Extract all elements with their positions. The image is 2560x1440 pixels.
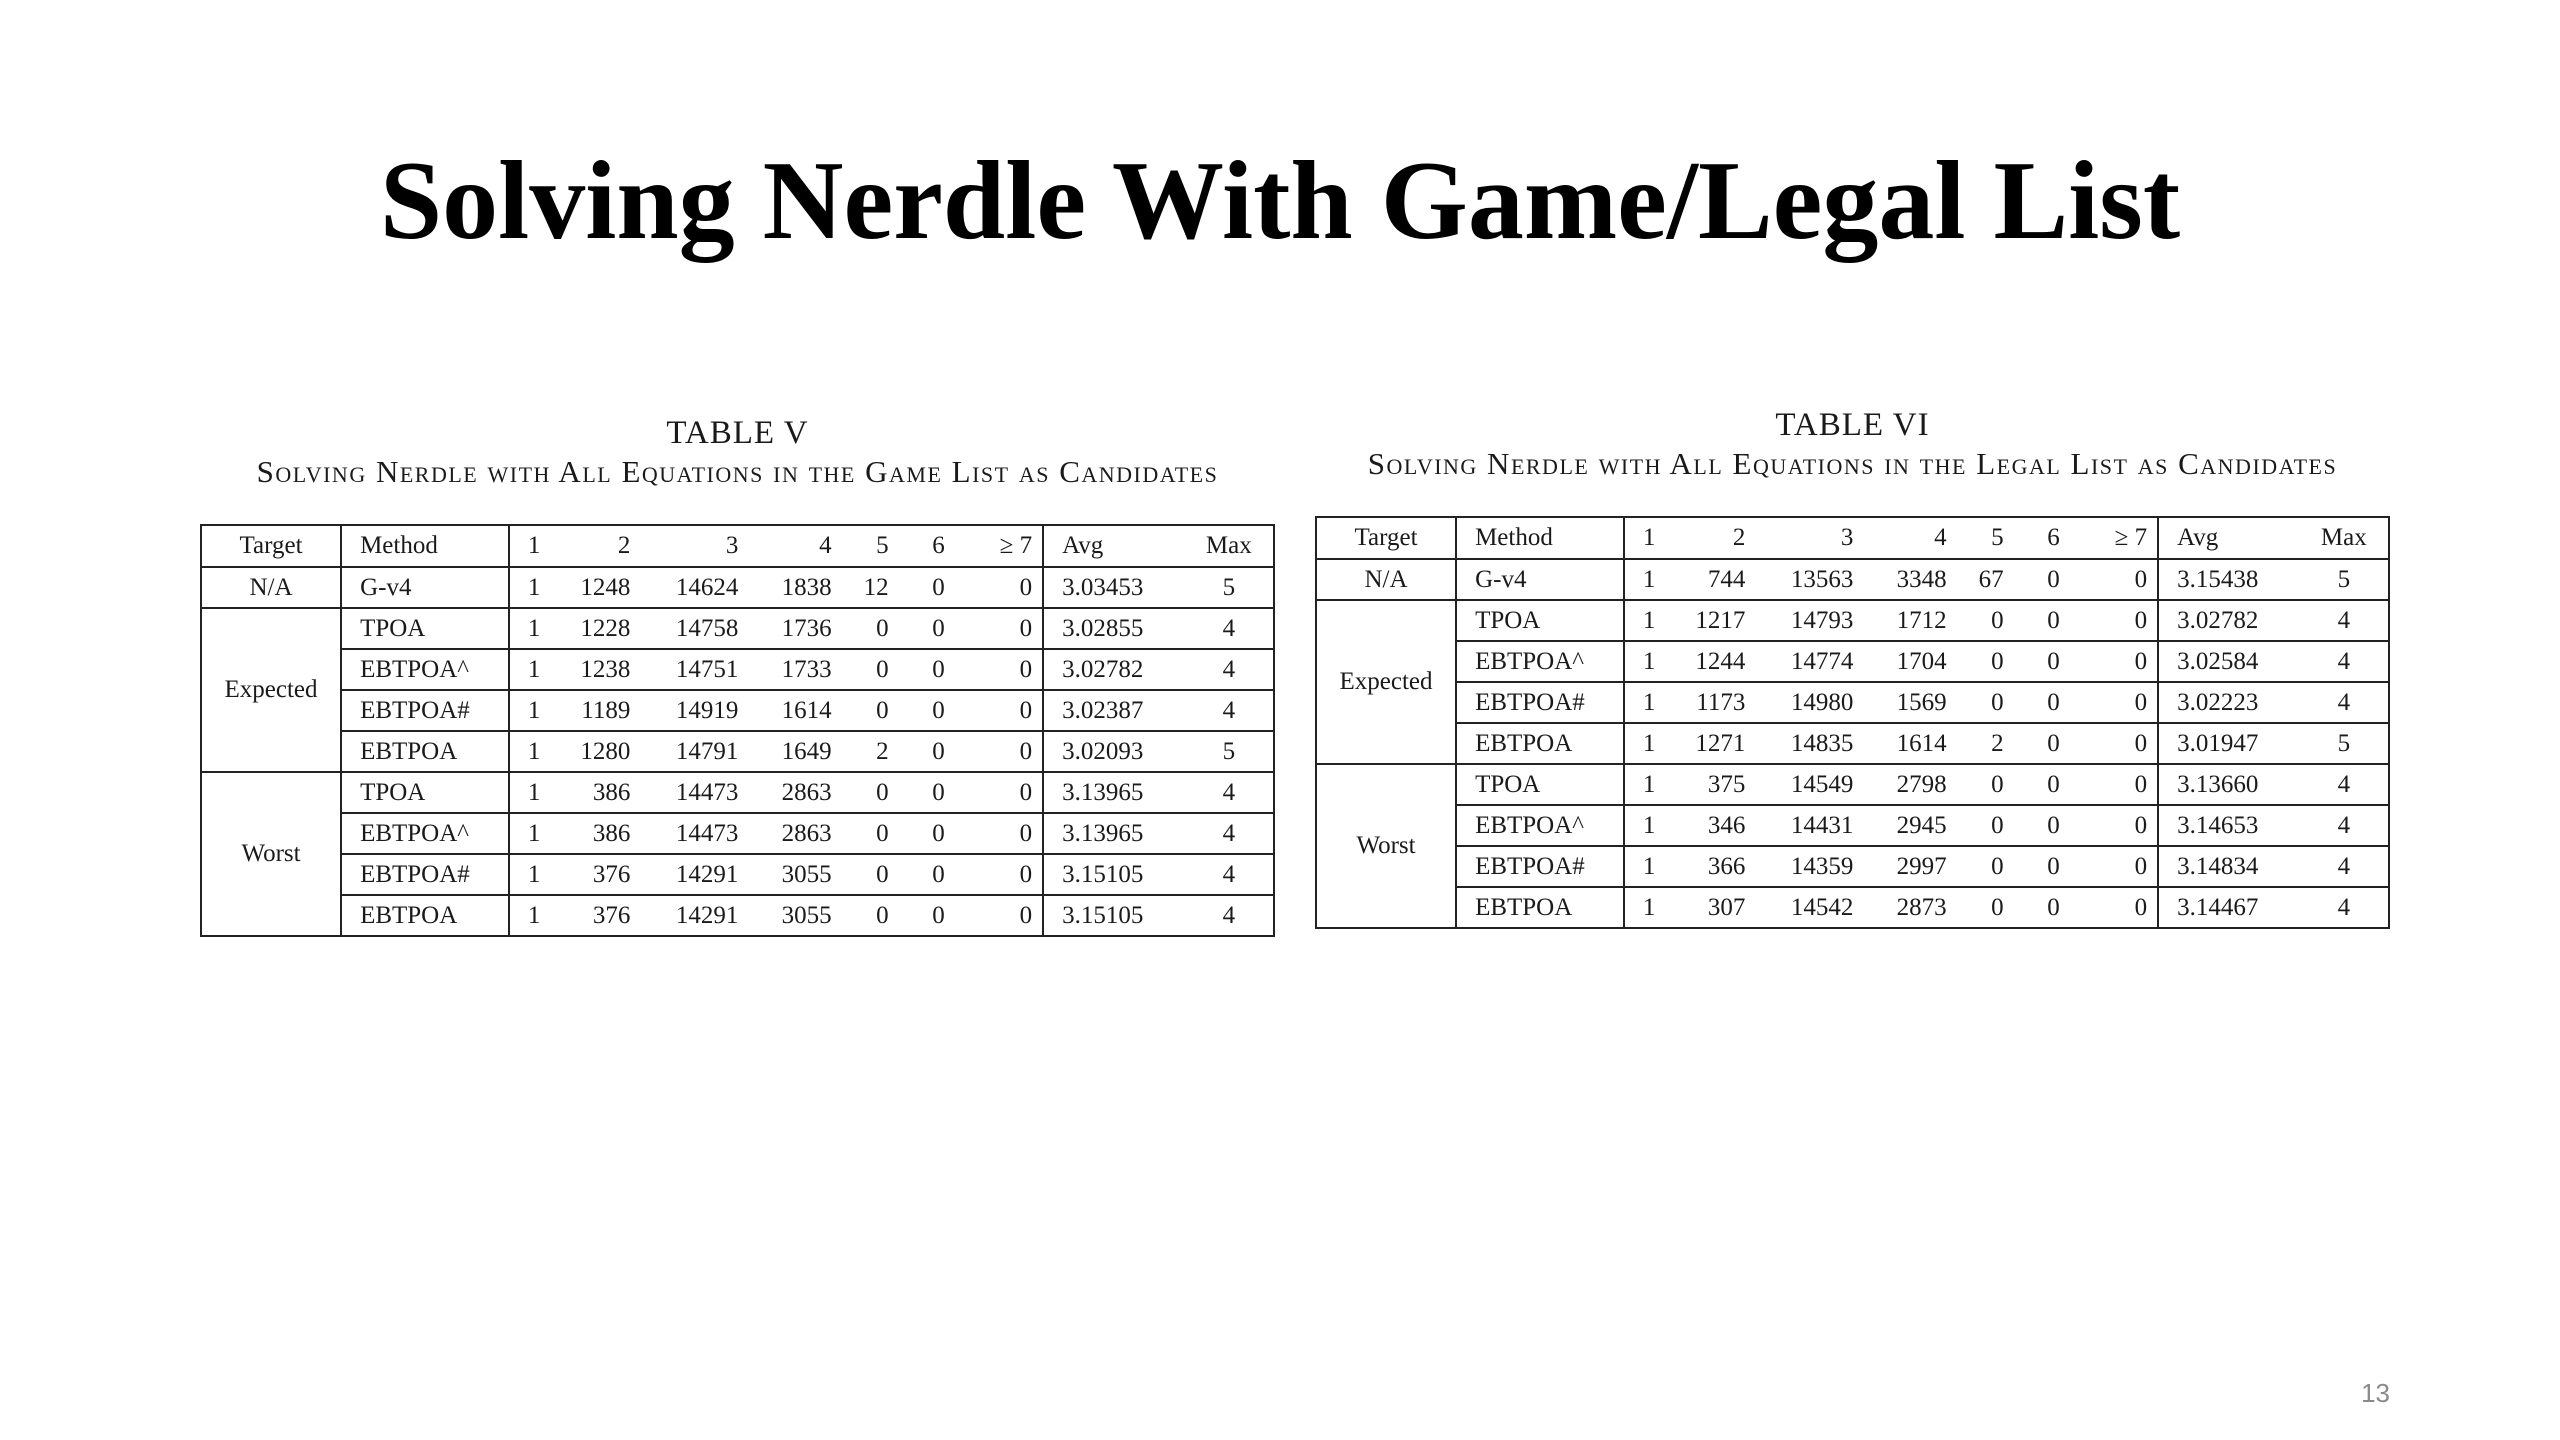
method-cell: EBTPOA (341, 895, 509, 936)
count-cell: 0 (1957, 887, 2014, 928)
count-cell: 1712 (1863, 600, 1956, 641)
target-cell: N/A (1316, 559, 1456, 600)
count-cell: 0 (842, 772, 899, 813)
count-cell: 2798 (1863, 764, 1956, 805)
count-cell: 0 (2070, 723, 2158, 764)
max-cell: 4 (2300, 641, 2389, 682)
max-cell: 4 (2300, 764, 2389, 805)
count-cell: 14291 (640, 854, 748, 895)
max-cell: 4 (1185, 649, 1274, 690)
column-header: 1 (1624, 517, 1676, 559)
table-row (201, 895, 1274, 936)
max-cell: 5 (1185, 567, 1274, 608)
count-cell: 0 (899, 813, 955, 854)
avg-cell: 3.15438 (2158, 559, 2300, 600)
avg-cell: 3.14467 (2158, 887, 2300, 928)
table-caption: Solving Nerdle with All Equations in the Game List as Candidates (256, 454, 1219, 489)
method-cell: TPOA (341, 608, 509, 649)
count-cell: 0 (1957, 682, 2014, 723)
column-header: Avg (1043, 525, 1185, 567)
count-cell: 1238 (561, 649, 640, 690)
count-cell: 0 (2070, 600, 2158, 641)
target-cell: Expected (201, 608, 341, 772)
count-cell: 1271 (1676, 723, 1755, 764)
count-cell: 14791 (640, 731, 748, 772)
count-cell: 0 (899, 649, 955, 690)
count-cell: 14751 (640, 649, 748, 690)
column-header: Avg (2158, 517, 2300, 559)
method-cell: EBTPOA# (1456, 846, 1624, 887)
target-cell: Worst (1316, 764, 1456, 928)
count-cell: 0 (2014, 805, 2070, 846)
table-row (201, 649, 1274, 690)
table-row (1316, 805, 2389, 846)
count-cell: 1248 (561, 567, 640, 608)
count-cell: 0 (955, 854, 1043, 895)
count-cell: 14624 (640, 567, 748, 608)
count-cell: 0 (2014, 723, 2070, 764)
count-cell: 0 (1957, 764, 2014, 805)
column-header: 5 (1957, 517, 2014, 559)
count-cell: 1 (1624, 682, 1676, 723)
max-cell: 4 (2300, 600, 2389, 641)
count-cell: 1733 (748, 649, 841, 690)
count-cell: 1614 (1863, 723, 1956, 764)
method-cell: EBTPOA# (341, 690, 509, 731)
target-cell: N/A (201, 567, 341, 608)
count-cell: 0 (899, 731, 955, 772)
method-cell: TPOA (1456, 600, 1624, 641)
count-cell: 14431 (1755, 805, 1863, 846)
method-cell: EBTPOA (1456, 723, 1624, 764)
method-cell: EBTPOA (341, 731, 509, 772)
count-cell: 1 (509, 731, 561, 772)
method-cell: EBTPOA^ (341, 649, 509, 690)
count-cell: 2997 (1863, 846, 1956, 887)
table-number: TABLE VI (1775, 407, 1930, 443)
count-cell: 0 (899, 608, 955, 649)
count-cell: 1736 (748, 608, 841, 649)
method-cell: EBTPOA# (1456, 682, 1624, 723)
column-header: 2 (1676, 517, 1755, 559)
avg-cell: 3.02855 (1043, 608, 1185, 649)
table-row (1316, 600, 2389, 641)
method-cell: G-v4 (341, 567, 509, 608)
table-row (1316, 682, 2389, 723)
count-cell: 0 (2014, 641, 2070, 682)
count-cell: 375 (1676, 764, 1755, 805)
method-cell: EBTPOA^ (1456, 641, 1624, 682)
count-cell: 346 (1676, 805, 1755, 846)
column-header: 6 (2014, 517, 2070, 559)
results-table-game-list (200, 524, 1275, 937)
table-row (1316, 764, 2389, 805)
max-cell: 4 (2300, 805, 2389, 846)
count-cell: 376 (561, 895, 640, 936)
count-cell: 1244 (1676, 641, 1755, 682)
avg-cell: 3.13965 (1043, 813, 1185, 854)
table-caption: Solving Nerdle with All Equations in the Legal List as Candidates (1367, 446, 2338, 481)
count-cell: 744 (1676, 559, 1755, 600)
max-cell: 4 (2300, 887, 2389, 928)
max-cell: 4 (1185, 854, 1274, 895)
avg-cell: 3.02387 (1043, 690, 1185, 731)
count-cell: 1 (509, 608, 561, 649)
max-cell: 5 (2300, 559, 2389, 600)
count-cell: 0 (2070, 805, 2158, 846)
count-cell: 0 (842, 813, 899, 854)
count-cell: 0 (2014, 559, 2070, 600)
count-cell: 0 (955, 690, 1043, 731)
count-cell: 0 (899, 690, 955, 731)
target-cell: Worst (201, 772, 341, 936)
method-cell: G-v4 (1456, 559, 1624, 600)
count-cell: 1189 (561, 690, 640, 731)
table-vi-block (1315, 405, 2390, 929)
table-row (201, 854, 1274, 895)
count-cell: 1 (509, 772, 561, 813)
table-v-block (200, 413, 1275, 937)
count-cell: 1614 (748, 690, 841, 731)
count-cell: 0 (2070, 641, 2158, 682)
count-cell: 1569 (1863, 682, 1956, 723)
column-header: Max (2300, 517, 2389, 559)
count-cell: 2945 (1863, 805, 1956, 846)
table-number: TABLE V (666, 415, 809, 451)
method-cell: EBTPOA (1456, 887, 1624, 928)
count-cell: 1 (1624, 600, 1676, 641)
count-cell: 14980 (1755, 682, 1863, 723)
count-cell: 1 (1624, 805, 1676, 846)
count-cell: 2863 (748, 813, 841, 854)
count-cell: 0 (2014, 846, 2070, 887)
count-cell: 307 (1676, 887, 1755, 928)
count-cell: 1 (1624, 559, 1676, 600)
avg-cell: 3.14834 (2158, 846, 2300, 887)
count-cell: 14919 (640, 690, 748, 731)
count-cell: 0 (955, 895, 1043, 936)
count-cell: 386 (561, 772, 640, 813)
target-cell: Expected (1316, 600, 1456, 764)
count-cell: 1 (1624, 723, 1676, 764)
column-header: 3 (640, 525, 748, 567)
count-cell: 0 (1957, 641, 2014, 682)
count-cell: 376 (561, 854, 640, 895)
column-header: Target (201, 525, 341, 567)
page-number: 13 (2361, 1378, 2390, 1408)
avg-cell: 3.02093 (1043, 731, 1185, 772)
count-cell: 14542 (1755, 887, 1863, 928)
count-cell: 14774 (1755, 641, 1863, 682)
column-header: ≥ 7 (2070, 517, 2158, 559)
table-row (1316, 559, 2389, 600)
count-cell: 1 (509, 690, 561, 731)
column-header: 2 (561, 525, 640, 567)
table-row (201, 608, 1274, 649)
column-header: 3 (1755, 517, 1863, 559)
count-cell: 14793 (1755, 600, 1863, 641)
avg-cell: 3.13965 (1043, 772, 1185, 813)
slide-title: Solving Nerdle With Game/Legal List (379, 139, 2181, 263)
method-cell: TPOA (1456, 764, 1624, 805)
count-cell: 0 (2014, 600, 2070, 641)
avg-cell: 3.01947 (2158, 723, 2300, 764)
table-row (201, 731, 1274, 772)
avg-cell: 3.03453 (1043, 567, 1185, 608)
count-cell: 2863 (748, 772, 841, 813)
count-cell: 1 (509, 895, 561, 936)
count-cell: 2 (1957, 723, 2014, 764)
max-cell: 4 (2300, 682, 2389, 723)
column-header: Method (1456, 517, 1624, 559)
count-cell: 2 (842, 731, 899, 772)
count-cell: 13563 (1755, 559, 1863, 600)
count-cell: 366 (1676, 846, 1755, 887)
max-cell: 4 (1185, 690, 1274, 731)
table-row (201, 772, 1274, 813)
method-cell: EBTPOA^ (341, 813, 509, 854)
count-cell: 1649 (748, 731, 841, 772)
method-cell: EBTPOA# (341, 854, 509, 895)
column-header: Max (1185, 525, 1274, 567)
count-cell: 1 (509, 854, 561, 895)
max-cell: 4 (2300, 846, 2389, 887)
count-cell: 0 (1957, 805, 2014, 846)
count-cell: 0 (2014, 682, 2070, 723)
count-cell: 0 (1957, 600, 2014, 641)
table-row (1316, 723, 2389, 764)
count-cell: 14758 (640, 608, 748, 649)
count-cell: 0 (2070, 559, 2158, 600)
count-cell: 0 (842, 895, 899, 936)
method-cell: TPOA (341, 772, 509, 813)
count-cell: 0 (2070, 764, 2158, 805)
avg-cell: 3.02782 (2158, 600, 2300, 641)
count-cell: 0 (2070, 846, 2158, 887)
count-cell: 1 (509, 813, 561, 854)
count-cell: 0 (899, 567, 955, 608)
column-header: 5 (842, 525, 899, 567)
count-cell: 386 (561, 813, 640, 854)
table-row (1316, 887, 2389, 928)
count-cell: 1 (509, 649, 561, 690)
avg-cell: 3.02223 (2158, 682, 2300, 723)
count-cell: 1 (509, 567, 561, 608)
count-cell: 1 (1624, 887, 1676, 928)
avg-cell: 3.15105 (1043, 895, 1185, 936)
count-cell: 2873 (1863, 887, 1956, 928)
count-cell: 14359 (1755, 846, 1863, 887)
count-cell: 0 (842, 649, 899, 690)
count-cell: 1 (1624, 641, 1676, 682)
avg-cell: 3.02584 (2158, 641, 2300, 682)
count-cell: 0 (955, 567, 1043, 608)
count-cell: 67 (1957, 559, 2014, 600)
count-cell: 0 (842, 690, 899, 731)
avg-cell: 3.13660 (2158, 764, 2300, 805)
count-cell: 0 (1957, 846, 2014, 887)
avg-cell: 3.02782 (1043, 649, 1185, 690)
max-cell: 5 (2300, 723, 2389, 764)
count-cell: 1 (1624, 764, 1676, 805)
count-cell: 14835 (1755, 723, 1863, 764)
table-row (1316, 846, 2389, 887)
count-cell: 0 (955, 772, 1043, 813)
max-cell: 4 (1185, 895, 1274, 936)
count-cell: 0 (2070, 887, 2158, 928)
count-cell: 14473 (640, 813, 748, 854)
max-cell: 4 (1185, 813, 1274, 854)
count-cell: 1173 (1676, 682, 1755, 723)
count-cell: 0 (2070, 682, 2158, 723)
column-header: Target (1316, 517, 1456, 559)
count-cell: 0 (899, 895, 955, 936)
table-row (1316, 641, 2389, 682)
count-cell: 0 (899, 854, 955, 895)
count-cell: 1704 (1863, 641, 1956, 682)
count-cell: 0 (955, 813, 1043, 854)
count-cell: 0 (955, 649, 1043, 690)
max-cell: 5 (1185, 731, 1274, 772)
results-table-legal-list (1315, 516, 2390, 929)
column-header: 1 (509, 525, 561, 567)
method-cell: EBTPOA^ (1456, 805, 1624, 846)
count-cell: 12 (842, 567, 899, 608)
column-header: 6 (899, 525, 955, 567)
max-cell: 4 (1185, 772, 1274, 813)
count-cell: 3055 (748, 854, 841, 895)
count-cell: 14549 (1755, 764, 1863, 805)
count-cell: 14473 (640, 772, 748, 813)
count-cell: 1 (1624, 846, 1676, 887)
count-cell: 0 (2014, 764, 2070, 805)
count-cell: 3055 (748, 895, 841, 936)
column-header: 4 (748, 525, 841, 567)
avg-cell: 3.15105 (1043, 854, 1185, 895)
table-header-row (1316, 517, 2389, 559)
column-header: ≥ 7 (955, 525, 1043, 567)
count-cell: 1838 (748, 567, 841, 608)
count-cell: 0 (842, 854, 899, 895)
count-cell: 1217 (1676, 600, 1755, 641)
max-cell: 4 (1185, 608, 1274, 649)
count-cell: 1280 (561, 731, 640, 772)
table-header-row (201, 525, 1274, 567)
count-cell: 0 (899, 772, 955, 813)
count-cell: 0 (955, 731, 1043, 772)
count-cell: 14291 (640, 895, 748, 936)
table-row (201, 567, 1274, 608)
column-header: 4 (1863, 517, 1956, 559)
table-row (201, 813, 1274, 854)
count-cell: 0 (955, 608, 1043, 649)
column-header: Method (341, 525, 509, 567)
count-cell: 0 (842, 608, 899, 649)
table-row (201, 690, 1274, 731)
count-cell: 1228 (561, 608, 640, 649)
count-cell: 3348 (1863, 559, 1956, 600)
count-cell: 0 (2014, 887, 2070, 928)
avg-cell: 3.14653 (2158, 805, 2300, 846)
